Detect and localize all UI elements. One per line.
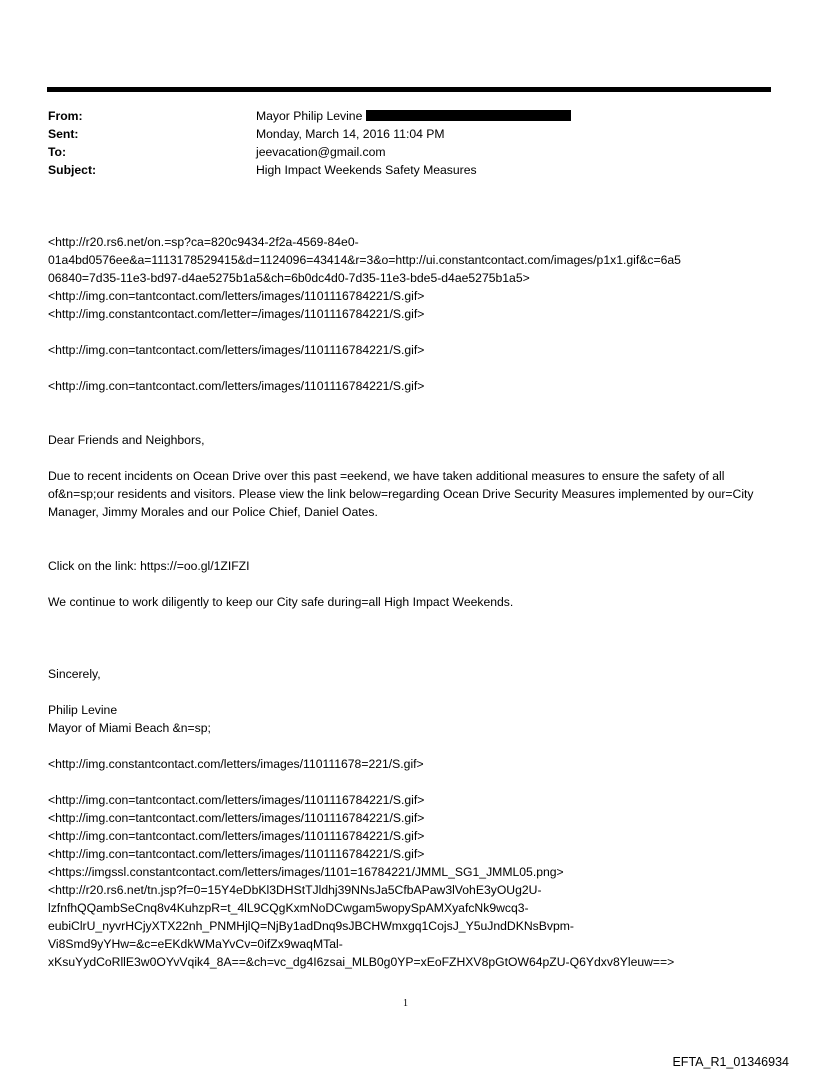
link-line: xKsuYydCoRllE3w0OYvVqik4_8A==&ch=vc_dg4I6zsai_MLB0g0YP=xEoFZHXV8pGtOW64pZU-Q6Ydxv8Yleuw==> <box>48 955 675 969</box>
link-line: Vi8Smd9yYHw=&c=eEKdkWMaYvCv=0ifZx9waqMTal- <box>48 937 343 951</box>
link-line: lzfnfhQQambSeCnq8v4KuhzpR=t_4lL9CQgKxmNoDCwgam5wopySpAMXyafcNk9wcq3- <box>48 901 529 915</box>
subject-label: Subject: <box>48 163 97 177</box>
email-body <box>48 233 770 971</box>
sent-label: Sent: <box>48 127 79 141</box>
sent-row <box>48 125 768 143</box>
link-line: <http://img.con=tantcontact.com/letters/images/1101116784221/S.gif> <box>48 793 425 807</box>
greeting: Dear Friends and Neighbors, <box>48 433 205 447</box>
header-rule <box>47 87 771 92</box>
link-line: 06840=7d35-11e3-bd97-d4ae5275b1a5&ch=6b0dc4d0-7d35-11e3-bde5-d4ae5275b1a5> <box>48 271 530 285</box>
closing: Sincerely, <box>48 667 101 681</box>
link-line: <http://img.con=tantcontact.com/letters/images/1101116784221/S.gif> <box>48 847 425 861</box>
link-line: 01a4bd0576ee&a=1113178529415&d=1124096=43414&r=3&o=http://ui.constantcontact.com/images/p1x1.gif&c=6a5 <box>48 253 681 267</box>
link-line: <http://r20.rs6.net/on.=sp?ca=820c9434-2f2a-4569-84e0- <box>48 235 359 249</box>
signature-name: Philip Levine <box>48 703 118 717</box>
redaction-box <box>366 110 571 121</box>
link-line: eubiClrU_nyvrHCjyXTX22nh_PNMHjlQ=NjBy1adDnq9sJBCHWmxgq1CojsJ_Y5uJndDKNsBvpm- <box>48 919 574 933</box>
email-header <box>48 107 768 179</box>
link-line: <http://img.constantcontact.com/letter=/images/1101116784221/S.gif> <box>48 307 425 321</box>
link-line: <http://r20.rs6.net/tn.jsp?f=0=15Y4eDbKl3DHStTJldhj39NNsJa5CfbAPaw3lVohE3yOUg2U- <box>48 883 542 897</box>
link-line: <http://img.con=tantcontact.com/letters/images/1101116784221/S.gif> <box>48 829 425 843</box>
to-label: To: <box>48 145 67 159</box>
link-line: <https://imgssl.constantcontact.com/letters/images/1101=16784221/JMML_SG1_JMML05.png> <box>48 865 564 879</box>
to-row <box>48 143 768 161</box>
link-line: <http://img.con=tantcontact.com/letters/images/1101116784221/S.gif> <box>48 289 425 303</box>
sent-value: Monday, March 14, 2016 11:04 PM <box>256 127 445 141</box>
subject-value: High Impact Weekends Safety Measures <box>256 163 477 177</box>
link-line: <http://img.con=tantcontact.com/letters/images/1101116784221/S.gif> <box>48 811 425 825</box>
document-id: EFTA_R1_01346934 <box>672 1055 789 1069</box>
from-row <box>48 107 768 125</box>
paragraph: Due to recent incidents on Ocean Drive over this past =eekend, we have taken additional measures to ensure the safety of all of&n=sp;our residents and visitors. Please view the link below=regarding Ocean Drive Security Measures implemented by our=City Manager, Jimmy Morales and our Police Chief, Daniel Oates. <box>48 469 754 519</box>
to-value: jeevacation@gmail.com <box>256 145 386 159</box>
from-label: From: <box>48 109 83 123</box>
signature-title: Mayor of Miami Beach &n=sp; <box>48 721 211 735</box>
link-line: <http://img.con=tantcontact.com/letters/images/1101116784221/S.gif> <box>48 343 425 357</box>
subject-row <box>48 161 768 179</box>
click-link-text: Click on the link: https://=oo.gl/1ZIFZI <box>48 559 250 573</box>
page-number: 1 <box>403 998 408 1009</box>
link-line: <http://img.con=tantcontact.com/letters/images/1101116784221/S.gif> <box>48 379 425 393</box>
continue-text: We continue to work diligently to keep our City safe during=all High Impact Weekends. <box>48 595 514 609</box>
link-line: <http://img.constantcontact.com/letters/images/110111678=221/S.gif> <box>48 757 424 771</box>
from-value: Mayor Philip Levine <box>256 109 363 123</box>
